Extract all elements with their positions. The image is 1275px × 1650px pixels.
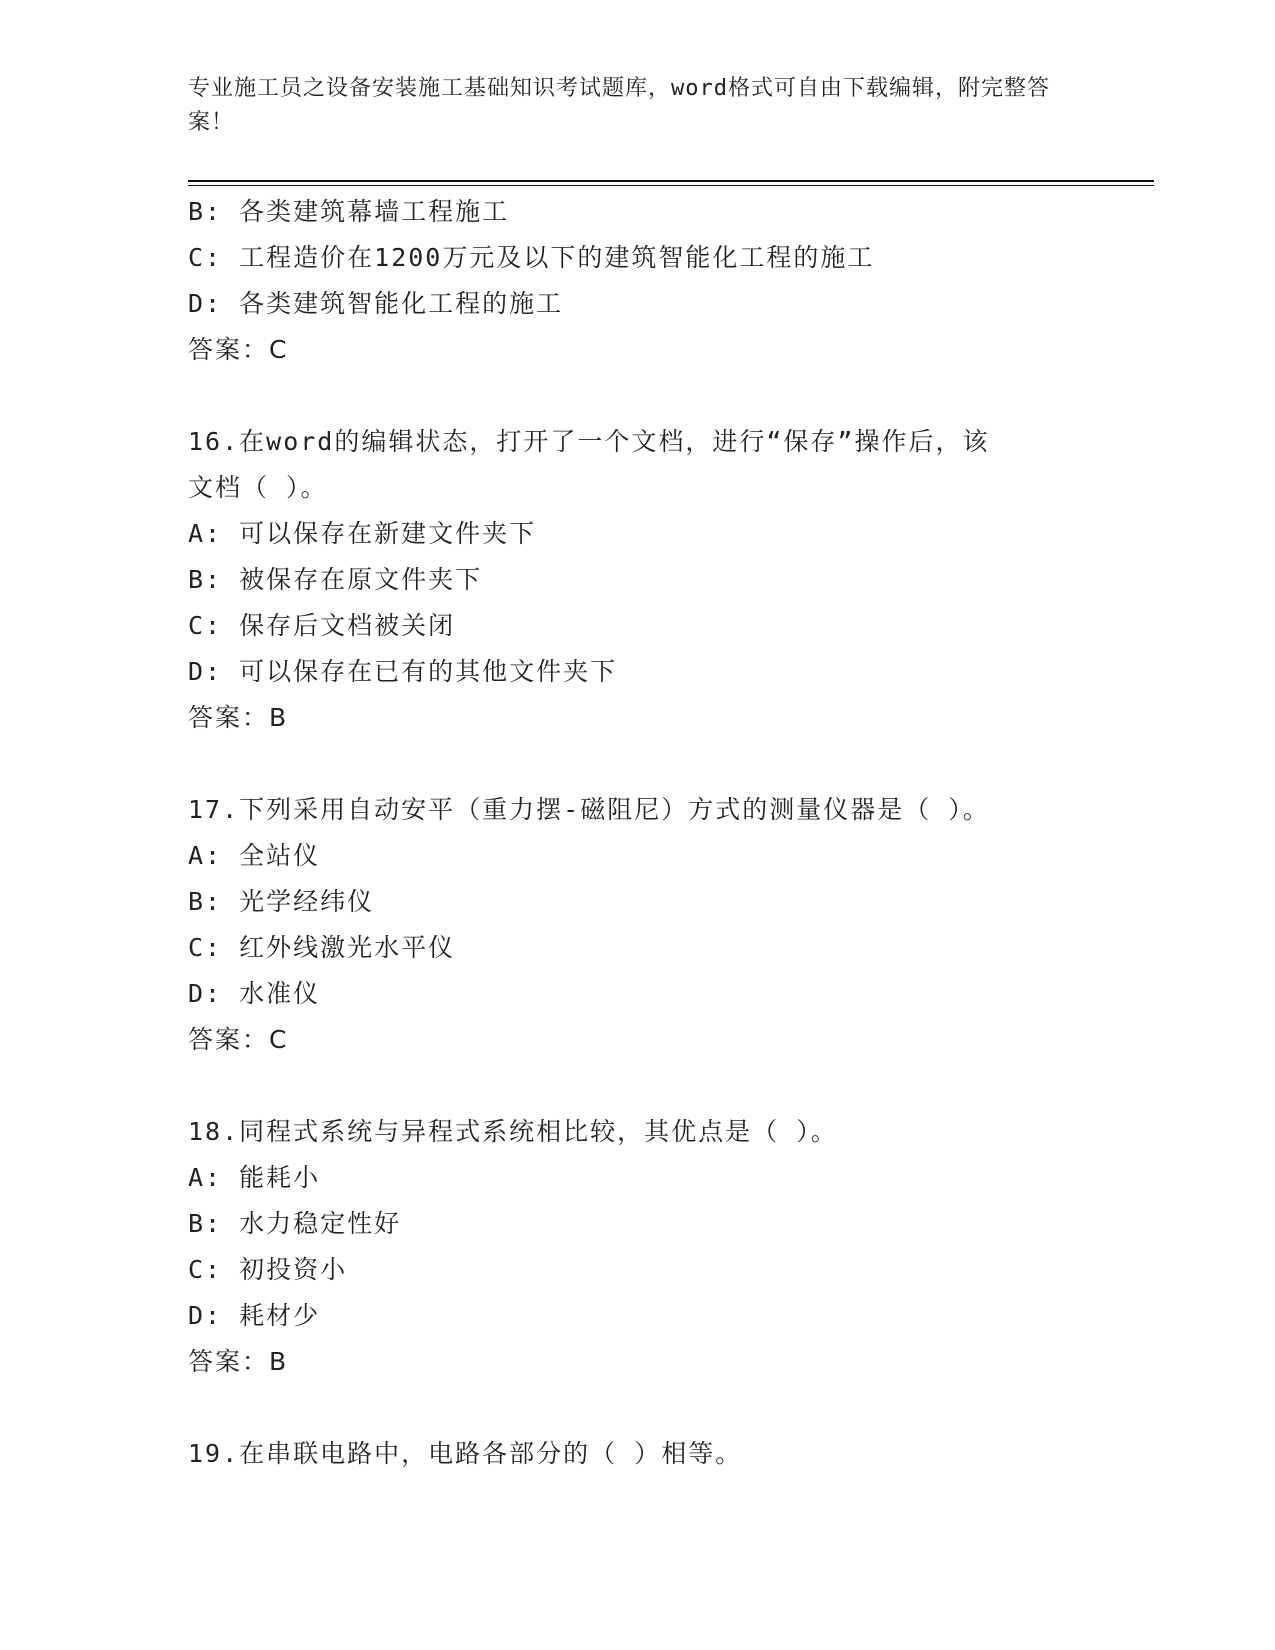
question-17 [188,787,1088,1063]
question-content [188,189,1088,1477]
header-divider-thick [188,180,1154,182]
option-c: C: 红外线激光水平仪 [188,933,456,962]
option-c: C: 工程造价在1200万元及以下的建筑智能化工程的施工 [188,243,875,272]
option-a: A: 可以保存在新建文件夹下 [188,519,537,548]
answer: 答案：B [188,1347,289,1376]
option-d: D: 各类建筑智能化工程的施工 [188,289,564,318]
option-a: A: 能耗小 [188,1163,321,1192]
question-stem-continued: 文档（ ）。 [188,473,328,502]
question-stem: 16.在word的编辑状态，打开了一个文档，进行“保存”操作后，该 [188,427,990,456]
spacer [188,1385,1088,1431]
question-19 [188,1431,1088,1477]
question-stem: 19.在串联电路中，电路各部分的（ ）相等。 [188,1439,743,1468]
answer: 答案：C [188,1025,289,1054]
option-d: D: 水准仪 [188,979,321,1008]
question-stem: 17.下列采用自动安平（重力摆-磁阻尼）方式的测量仪器是（ ）。 [188,795,990,824]
answer: 答案：B [188,703,289,732]
question-18 [188,1109,1088,1385]
document-header: 专业施工员之设备安装施工基础知识考试题库，word格式可自由下载编辑，附完整答案！ [188,76,1050,135]
option-a: A: 全站仪 [188,841,321,870]
option-c: C: 保存后文档被关闭 [188,611,456,640]
question-16 [188,419,1088,741]
spacer [188,741,1088,787]
question-stem: 18.同程式系统与异程式系统相比较，其优点是（ ）。 [188,1117,838,1146]
option-b: B: 被保存在原文件夹下 [188,565,483,594]
partial-question-15 [188,189,1088,373]
option-b: B: 水力稳定性好 [188,1209,402,1238]
option-b: B: 各类建筑幕墙工程施工 [188,197,510,226]
option-d: D: 耗材少 [188,1301,321,1330]
option-d: D: 可以保存在已有的其他文件夹下 [188,657,618,686]
answer: 答案：C [188,335,289,364]
option-b: B: 光学经纬仪 [188,887,375,916]
option-c: C: 初投资小 [188,1255,348,1284]
header-divider-thin [188,185,1154,186]
spacer [188,373,1088,419]
spacer [188,1063,1088,1109]
